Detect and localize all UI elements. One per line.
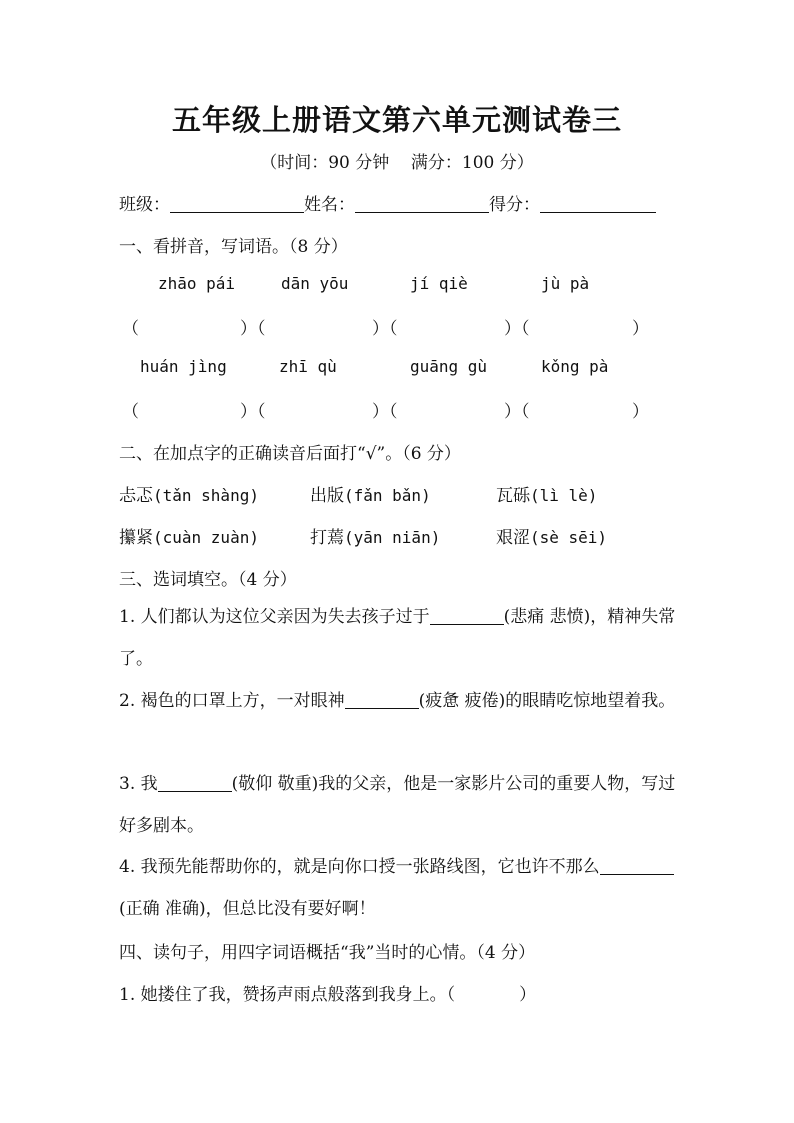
reading-word: 打蔫 bbox=[310, 528, 344, 548]
answer-paren-mid: ）（ bbox=[372, 319, 398, 339]
pinyin-item: huán jìng bbox=[140, 357, 227, 376]
reading-item bbox=[119, 481, 259, 506]
reading-word: 出版 bbox=[310, 486, 344, 506]
class-label: 班级： bbox=[119, 195, 170, 215]
fill-blank[interactable] bbox=[158, 773, 232, 792]
section2-heading: 二、在加点字的正确读音后面打“√”。（6 分） bbox=[119, 444, 461, 464]
pinyin-item: jù pà bbox=[541, 274, 590, 293]
class-field[interactable] bbox=[170, 194, 304, 213]
reading-item bbox=[310, 523, 440, 548]
reading-options[interactable]: (yān niān) bbox=[344, 528, 441, 547]
answer-paren-close: ） bbox=[632, 319, 649, 339]
pinyin-item: zhī qù bbox=[279, 357, 337, 376]
page-title: 五年级上册语文第六单元测试卷三 bbox=[171, 103, 622, 137]
fill-blank[interactable] bbox=[345, 690, 419, 709]
answer-paren-mid: ）（ bbox=[240, 402, 266, 422]
student-info-line bbox=[119, 190, 656, 215]
answer-paren-open: （ bbox=[122, 402, 139, 422]
reading-options[interactable]: (tǎn shàng) bbox=[153, 486, 259, 505]
reading-item bbox=[496, 523, 607, 548]
answer-paren-mid: ）（ bbox=[240, 319, 266, 339]
answer-paren-close: ） bbox=[632, 402, 649, 422]
pinyin-item: guāng gù bbox=[410, 357, 488, 376]
reading-options[interactable]: (fǎn bǎn) bbox=[344, 486, 431, 505]
score-label: 得分： bbox=[489, 195, 540, 215]
reading-word: 忐忑 bbox=[119, 486, 153, 506]
section3-heading: 三、选词填空。（4 分） bbox=[119, 570, 297, 590]
answer-paren-open: （ bbox=[122, 319, 139, 339]
fill-blank[interactable] bbox=[600, 856, 674, 875]
reading-options[interactable]: (cuàn zuàn) bbox=[153, 528, 259, 547]
pinyin-item: zhāo pái bbox=[158, 274, 236, 293]
question-3-4: 4. 我预先能帮助你的，就是向你口授一张路线图，它也许不那么(正确 准确)，但总比没有要好啊！ bbox=[119, 846, 679, 930]
reading-word: 艰涩 bbox=[496, 528, 530, 548]
reading-word: 攥紧 bbox=[119, 528, 153, 548]
reading-options[interactable]: (sè sēi) bbox=[530, 528, 608, 547]
reading-options[interactable]: (lì lè) bbox=[530, 486, 598, 505]
question-3-1: 1. 人们都认为这位父亲因为失去孩子过于 (悲痛 悲愤)，精神失常了。 bbox=[119, 607, 676, 669]
pinyin-item: dān yōu bbox=[281, 274, 349, 293]
question-4-1: 1. 她搂住了我，赞扬声雨点般落到我身上。（ ） bbox=[119, 985, 537, 1005]
reading-word: 瓦砾 bbox=[496, 486, 530, 506]
section4-heading: 四、读句子，用四字词语概括“我”当时的心情。（4 分） bbox=[119, 943, 536, 963]
exam-meta: （时间：90 分钟 满分：100 分） bbox=[260, 153, 534, 173]
answer-paren-mid: ）（ bbox=[372, 402, 398, 422]
reading-item bbox=[310, 481, 431, 506]
question-3-2: 2. 褐色的口罩上方，一对眼神 (疲惫 疲倦)的眼睛吃惊地望着我。 bbox=[119, 691, 676, 711]
section1-heading: 一、看拼音，写词语。（8 分） bbox=[119, 237, 348, 257]
pinyin-item: kǒng pà bbox=[541, 357, 609, 376]
pinyin-item: jí qiè bbox=[410, 274, 468, 293]
reading-item bbox=[496, 481, 597, 506]
answer-paren-mid: ）（ bbox=[504, 319, 530, 339]
name-field[interactable] bbox=[355, 194, 489, 213]
reading-item bbox=[119, 523, 259, 548]
fill-blank[interactable] bbox=[430, 606, 504, 625]
score-field[interactable] bbox=[540, 194, 656, 213]
question-3-3: 3. 我 (敬仰 敬重)我的父亲，他是一家影片公司的重要人物，写过好多剧本。 bbox=[119, 774, 676, 836]
answer-paren-mid: ）（ bbox=[504, 402, 530, 422]
name-label: 姓名： bbox=[304, 195, 355, 215]
